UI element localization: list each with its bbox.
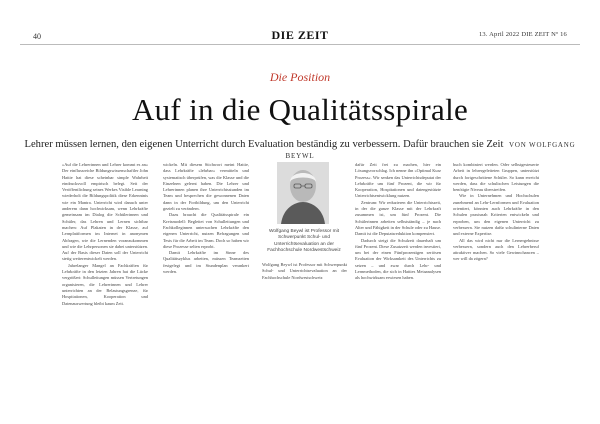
author-byline: VON WOLFGANG BEYWL	[285, 141, 576, 160]
paragraph: Dazu braucht die Qualitätsspirale ein Kreismodell: Begleitet von Schulleitungen und Fachkolleginnen untersuchen Lehrkräfte den eigenen Unterricht, nutzen Befragungen und Tests für die Arbeit im Team. Doch so haben wir diese Prozesse selten erprobt.	[163, 212, 249, 249]
header-divider	[20, 44, 580, 45]
paragraph: Damit Lehrkräfte im Sinne des Qualitätszyklus arbeiten, müssen Teamzeiten festgelegt und im Stundenplan verankert werden.	[163, 250, 249, 275]
paragraph: Dadurch steigt die Schulzeit dauerhaft um fünf Prozent. Diese Zusatzzeit werden investiert, um bei der einen Fünfprozentigen seriösen Evaluation der Wirksamkeit des Unterrichts zu setzen – und zwar durch Lehr- und Lernmethoden, die sich in Hatties Metaanalysen als hochwirksam erwiesen haben.	[355, 237, 441, 281]
paragraph: »Auf die Lehrerinnen und Lehrer kommt es an« Der einflussreiche Bildungswissenschaftler John Hattie hat diese scheinbar simple Wahrheit eindrucksvoll empirisch belegt. Seit der Veröffentlichung seines Werkes Visible Learning wiederholt die Bildungspolitik diese Erkenntnis wie ein Mantra. Unterricht wird danach unter anderem dann hochwirksam, wenn Lehrkräfte gemeinsam im Dialog die Schülerinnen und Schüler, das Lehren und Lernen sichtbar machen: Auf Plakaten in der Klasse, auf Lernplattformen im Internet in anonymen Abfragen, wie die Lernenden voranzukommen und wie die Lehrpersonen sie dabei unterstützen. Auf der Basis dieser Daten soll der Unterricht stetig weiterentwickelt werden.	[62, 162, 148, 262]
article-column-5	[453, 162, 539, 360]
paragraph: Jahrelanger Mangel an Fachkräften für Lehrkräfte in den letzten Jahren hat die Lücke vergrößert: Schulleitungen müssen Vertretungen organisieren, die Lehrerinnen und Lehrer unterrichten an der Belastungsgrenze, für Hospitationen, Kooperation und Datenauswertung bleibt kaum Zeit.	[62, 262, 148, 306]
section-label: Die Position	[269, 70, 331, 84]
headline: Auf in die Qualitätsspirale	[131, 92, 469, 127]
subhead	[20, 139, 580, 161]
portrait-image	[277, 162, 329, 224]
paragraph: Wolfgang Beywl ist Professor mit Schwerpunkt Schul- und Unterrichtsevaluation an der Fachhochschule Nordwestschweiz	[262, 262, 347, 280]
paragraph: Zentrum: Wir reduzieren die Unterrichtszeit, in der die ganze Klasse mit der Lehrkraft zusammen ist, um fünf Prozent. Die Schülerinnen arbeiten selbstständig – je nach Alter und Fähigkeit in der Schule oder zu Hause. Damit ist die Deputatsreduktion kompensiert.	[355, 199, 441, 237]
subhead-text: Lehrer müssen lernen, den eigenen Unterricht durch Evaluation beständig zu verbessern. Dafür brauchen sie Zeit	[24, 139, 504, 150]
date-issue: 13. April 2022 DIE ZEIT Nº 16	[478, 31, 567, 38]
article-column-4	[355, 162, 441, 360]
article-column-2	[163, 162, 249, 360]
paragraph: dafür Zeit frei zu machen, hier ein Lösungsvorschlag. Ich nenne ihn »Optimal Kurz Prozess«. Wir senken das Unterrichtsdeputat der Lehrkräfte um fünf Prozent, die wir für Kooperation, Hospitationen und datengestützte Unterrichtsentwicklung nutzen.	[355, 162, 441, 199]
paragraph: All das wird nicht nur die Lernergebnisse verbessern, sondern auch den Lehrerberuf attraktiver machen. So viele Gewinnchancen – wer will da zögern?	[453, 237, 539, 262]
page-number: 40	[33, 32, 41, 41]
paragraph: Wie in Unternehmen und Hochschulen zunehmend an Lehr-Lernformen und Evaluation orientiert, könnten auch Lehrkräfte in den Schulen praxisnah Kriterien entwickeln und erproben, um den eigenen Unterricht zu verbessern. Sie nutzen dafür schulinterne Daten und externe Expertise.	[453, 193, 539, 237]
photo-caption: Wolfgang Beywl ist Professor mit Schwerpunkt Schul- und Unterrichtsevaluation an der Fachhochschule Nordwestschweiz	[267, 229, 341, 253]
article-column-3	[262, 262, 347, 360]
article-column-1	[62, 162, 148, 360]
masthead-title: DIE ZEIT	[271, 28, 329, 42]
paragraph: buch kombiniert werden. Oder selbstgesteuerte Arbeit in lehrergeleiteten Gruppen, unterstützt durch fortgeschrittene Schüler. So kann erreicht werden, dass die schulischen Leistungen die benötigte Niveau überstreifen.	[453, 162, 539, 193]
author-photo	[277, 162, 329, 224]
paragraph: wickeln. Mit diesem Stichwort meint Hattie, dass Lehrkräfte »lehrbar« vermitteln und systematisch überprüfen, was die Klasse und die Einzelnen gelernt haben. Die Lehrer und Lehrerinnen planen ihre Unterrichtsstunden im Team und besprechen die gewonnenen Daten dann in der Fortbildung, um den Unterricht gezielt zu verändern.	[163, 162, 249, 212]
